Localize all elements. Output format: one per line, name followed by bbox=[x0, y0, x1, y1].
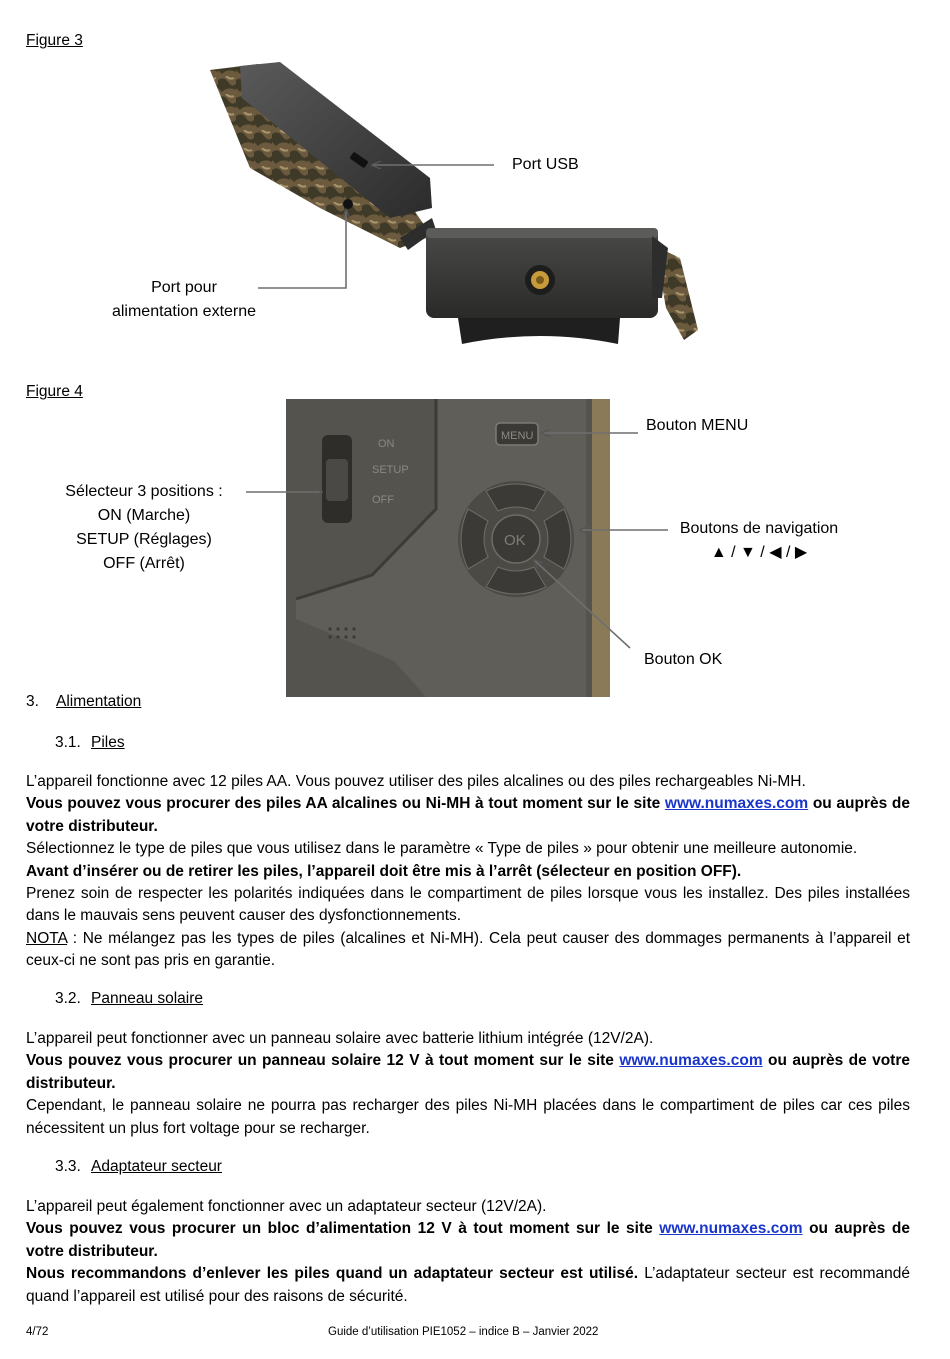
s31-p2-text-b: ou auprès de votre distributeur. bbox=[26, 795, 910, 835]
s31-p2 bbox=[26, 793, 910, 838]
device-ok-text: OK bbox=[504, 532, 526, 549]
section3-title: Alimentation bbox=[56, 693, 142, 710]
selector-label-line3: SETUP (Réglages) bbox=[76, 531, 212, 548]
selector-label-line1: Sélecteur 3 positions : bbox=[65, 483, 223, 500]
section33-heading bbox=[55, 1156, 222, 1178]
section32-heading bbox=[55, 988, 203, 1010]
power-port-label-line1: Port pour bbox=[151, 279, 217, 296]
section31-number: 3.1. bbox=[55, 734, 81, 751]
power-port-label-line2: alimentation externe bbox=[111, 303, 257, 320]
s31-p3: Sélectionnez le type de piles que vous utilisez dans le paramètre « Type de piles » pour obtenir une meilleure autonomie. bbox=[26, 840, 858, 858]
section3-number: 3. bbox=[26, 693, 39, 710]
s32-p2-text-a: Vous pouvez vous procurer un panneau solaire 12 V à tout moment sur le site bbox=[26, 1052, 620, 1070]
s31-p2-text-a: Vous pouvez vous procurer des piles AA alcalines ou Ni-MH à tout moment sur le site bbox=[26, 795, 665, 813]
s31-p4: Avant d’insérer ou de retirer les piles, l’appareil doit être mis à l’arrêt (sélecteur en position OFF). bbox=[26, 862, 742, 880]
navigation-buttons-label bbox=[668, 517, 850, 565]
s31-p6 bbox=[26, 928, 910, 973]
s32-p2-text-b: ou auprès de votre distributeur. bbox=[26, 1052, 910, 1092]
navigation-label-line1: Boutons de navigation bbox=[679, 520, 839, 537]
s31-p6-text: : Ne mélangez pas les types de piles (alcalines et Ni-MH). Cela peut causer des dommages permanents à l’appareil et ceux-ci ne sont pas pris en garantie. bbox=[26, 929, 910, 970]
device-setup-text: SETUP bbox=[372, 464, 409, 476]
section32-title: Panneau solaire bbox=[91, 990, 204, 1007]
menu-button-label: Bouton MENU bbox=[646, 417, 749, 434]
nota-label: NOTA bbox=[26, 929, 68, 947]
page-number: 4/72 bbox=[26, 1326, 49, 1338]
s33-p2-text-b: ou auprès de votre distributeur. bbox=[26, 1220, 910, 1260]
navigation-label-line2: ▲ / ▼ / ◀ / ▶ bbox=[710, 544, 808, 561]
device-menu-text: MENU bbox=[501, 430, 534, 442]
s32-p2 bbox=[26, 1050, 910, 1095]
power-port-label bbox=[100, 276, 268, 324]
section32-body bbox=[26, 1028, 910, 1140]
selector-label-line4: OFF (Arrêt) bbox=[103, 555, 185, 572]
figure3-caption: Figure 3 bbox=[26, 32, 83, 49]
usb-port-label: Port USB bbox=[512, 156, 579, 173]
numaxes-link[interactable]: www.numaxes.com bbox=[664, 795, 809, 813]
s33-p2 bbox=[26, 1218, 910, 1263]
s33-p2-text-a: Vous pouvez vous procurer un bloc d’alimentation 12 V à tout moment sur le site bbox=[26, 1220, 660, 1238]
figure4-caption: Figure 4 bbox=[26, 383, 83, 400]
selector-label bbox=[46, 480, 242, 576]
s31-p5: Prenez soin de respecter les polarités indiquées dans le compartiment de piles lorsque vous les installez. Des piles installées dans le mauvais sens peuvent causer des dysfonctionnements. bbox=[26, 885, 910, 925]
figure3-leader-lines bbox=[0, 0, 950, 400]
section31-title: Piles bbox=[91, 734, 125, 751]
section31-body bbox=[26, 771, 910, 973]
s32-p1: L’appareil peut fonctionner avec un panneau solaire avec batterie lithium intégrée (12V/2A). bbox=[26, 1030, 654, 1047]
selector-label-line2: ON (Marche) bbox=[97, 507, 191, 524]
section32-number: 3.2. bbox=[55, 990, 81, 1007]
section33-number: 3.3. bbox=[55, 1158, 81, 1175]
s33-p3-bold: Nous recommandons d’enlever les piles quand un adaptateur secteur est utilisé. bbox=[26, 1265, 639, 1283]
s32-p3: Cependant, le panneau solaire ne pourra pas recharger des piles Ni-MH placées dans le compartiment de piles car ces piles nécessitent un plus fort voltage pour se recharger. bbox=[26, 1097, 910, 1137]
numaxes-link[interactable]: www.numaxes.com bbox=[619, 1052, 763, 1070]
section3-heading bbox=[26, 691, 141, 713]
section33-title: Adaptateur secteur bbox=[91, 1158, 222, 1175]
section33-body bbox=[26, 1196, 910, 1308]
section31-heading bbox=[55, 732, 125, 754]
ok-button-label: Bouton OK bbox=[644, 651, 723, 668]
footer-guide-title: Guide d’utilisation PIE1052 – indice B – Janvier 2022 bbox=[328, 1326, 599, 1338]
device-off-text: OFF bbox=[372, 494, 394, 506]
s33-p1: L’appareil peut également fonctionner avec un adaptateur secteur (12V/2A). bbox=[26, 1198, 547, 1215]
s33-p3-text: L’adaptateur secteur est recommandé quand l’appareil est utilisé pour des raisons de sécurité. bbox=[26, 1265, 910, 1305]
s31-p1: L’appareil fonctionne avec 12 piles AA. Vous pouvez utiliser des piles alcalines ou des piles rechargeables Ni-MH. bbox=[26, 773, 806, 790]
numaxes-link[interactable]: www.numaxes.com bbox=[659, 1220, 803, 1238]
device-on-text: ON bbox=[378, 438, 395, 450]
s33-p3 bbox=[26, 1263, 910, 1308]
